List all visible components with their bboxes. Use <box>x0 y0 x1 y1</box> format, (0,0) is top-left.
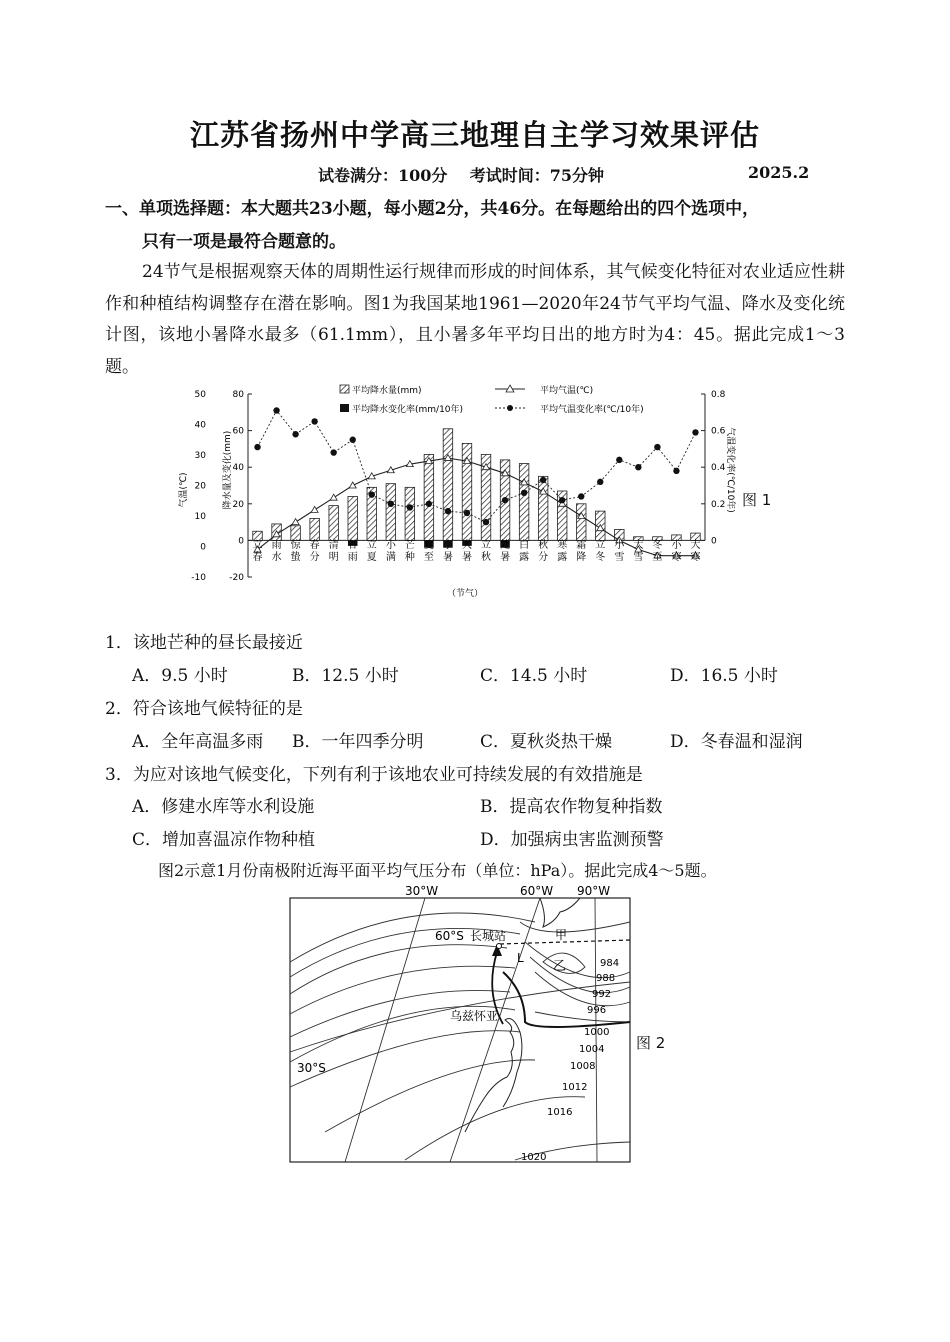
station-marker <box>497 944 502 949</box>
category-label-char: 雨 <box>347 552 358 563</box>
svg-text:984: 984 <box>600 958 620 969</box>
category-label-char: 惊 <box>290 540 301 551</box>
temp-tick-label: -10 <box>191 573 206 583</box>
rate-tick-label: 0.4 <box>711 463 726 474</box>
precip-bar <box>538 476 548 540</box>
temp-rate-point <box>273 407 279 413</box>
category-label-char: 至 <box>652 552 663 563</box>
temp-rate-point <box>426 501 432 507</box>
category-labels <box>253 538 701 563</box>
city-label: 乌兹怀亚 <box>450 1009 499 1023</box>
q3-option-a[interactable]: A．修建水库等水利设施 <box>132 797 315 817</box>
svg-text:992: 992 <box>592 989 612 1000</box>
precip-tick-label: 20 <box>232 499 244 510</box>
category-label-char: 暑 <box>442 552 453 563</box>
q1-option-a[interactable]: A．9.5 小时 <box>132 666 228 686</box>
svg-text:1012: 1012 <box>562 1082 588 1093</box>
precip-bar <box>443 429 453 541</box>
right-axis-title: 气温变化率(℃/10年) <box>725 427 735 513</box>
q3-option-c[interactable]: C．增加喜温凉作物种植 <box>132 830 316 850</box>
temp-tick-label: 0 <box>200 542 206 553</box>
temp-rate-point <box>692 429 698 435</box>
temp-rate-line <box>258 410 696 522</box>
category-label-char: 小 <box>442 540 453 551</box>
precip-tick-label: -20 <box>229 573 244 583</box>
category-label-char: 大 <box>690 540 701 551</box>
category-label-char: 秋 <box>538 540 549 551</box>
precip-bar <box>405 487 415 540</box>
category-label-char: 芒 <box>404 540 415 551</box>
category-label-char: 至 <box>423 552 434 563</box>
temp-series <box>254 455 699 559</box>
chart-legend <box>340 384 644 415</box>
rate-tick-label: 0.6 <box>711 426 726 437</box>
q1-option-b[interactable]: B．12.5 小时 <box>292 666 399 686</box>
temp-rate-point <box>445 508 451 514</box>
precip-bar <box>329 506 339 541</box>
category-label-char: 暑 <box>461 552 472 563</box>
temp-rate-point <box>407 504 413 510</box>
svg-text:1008: 1008 <box>570 1061 596 1072</box>
precip-bar <box>291 526 301 541</box>
svg-text:1000: 1000 <box>584 1027 610 1038</box>
rate-tick-label: 0 <box>711 536 717 547</box>
temp-point <box>311 506 318 512</box>
category-label-char: 立 <box>366 540 377 551</box>
station-label: 长城站 <box>470 929 507 943</box>
temp-rate-point <box>311 418 317 424</box>
category-label-char: 清 <box>328 540 339 551</box>
category-label-char: 寒 <box>557 540 568 551</box>
temp-rate-point <box>350 437 356 443</box>
precip-bar <box>576 504 586 541</box>
temp-rate-series <box>254 407 698 525</box>
exam-time: 考试时间：75分钟 <box>469 166 604 185</box>
category-label-char: 处 <box>500 540 511 551</box>
svg-text:1016: 1016 <box>547 1107 573 1118</box>
temp-rate-point <box>635 464 641 470</box>
svg-text:1004: 1004 <box>579 1044 605 1055</box>
temp-rate-point <box>254 444 260 450</box>
low-label: L <box>517 951 524 965</box>
full-score: 试卷满分：100分 <box>318 166 448 185</box>
temp-rate-point <box>330 449 336 455</box>
precip-tick-label: 60 <box>232 426 244 437</box>
inner-axis-title: 降水量及变化(mm) <box>223 430 233 510</box>
lon-30w: 30°W <box>405 884 439 898</box>
category-label-char: 分 <box>309 552 320 563</box>
rate-tick-label: 0.8 <box>711 390 726 400</box>
temp-rate-point <box>654 444 660 450</box>
precip-bar <box>424 454 434 540</box>
category-label-char: 蛰 <box>290 552 301 563</box>
exam-meta <box>318 163 810 186</box>
page-title: 江苏省扬州中学高三地理自主学习效果评估 <box>189 118 760 152</box>
temp-tick-label: 20 <box>194 481 206 492</box>
precip-bar <box>348 496 358 540</box>
category-label-char: 霜 <box>576 540 587 551</box>
temp-rate-point <box>540 477 546 483</box>
category-label-char: 露 <box>557 552 568 563</box>
section-line-2: 只有一项是最符合题意的。 <box>142 232 346 252</box>
lat-60s: 60°S <box>435 929 464 943</box>
temp-point <box>349 482 356 488</box>
category-label-char: 露 <box>519 552 530 563</box>
temp-rate-point <box>369 491 375 497</box>
legend-temp-rate: 平均气温变化率(℃/10年) <box>540 405 644 415</box>
category-label-char: 寒 <box>671 552 682 563</box>
temp-rate-point <box>673 468 679 474</box>
category-label-char: 满 <box>385 552 396 563</box>
category-label-char: 春 <box>252 552 263 563</box>
x-axis-title: （节气） <box>446 589 484 599</box>
category-label-char: 水 <box>271 552 282 563</box>
temp-tick-label: 40 <box>194 420 206 431</box>
temp-rate-point <box>292 431 298 437</box>
question-3: 3．为应对该地气候变化，下列有利于该地农业可持续发展的有效措施是 <box>105 765 643 785</box>
category-label-char: 小 <box>614 540 625 551</box>
temp-rate-point <box>559 497 565 503</box>
figure1-chart <box>170 380 735 602</box>
temp-rate-point <box>464 510 470 516</box>
precip-tick-label: 0 <box>238 536 244 547</box>
category-label-char: 秋 <box>481 552 492 563</box>
intro-paragraph-2: 图2示意1月份南极附近海平面平均气压分布（单位：hPa）。据此完成4～5题。 <box>158 861 717 880</box>
q3-option-b[interactable]: B．提高农作物复种指数 <box>480 797 663 817</box>
temp-rate-point <box>597 479 603 485</box>
q3-option-d[interactable]: D．加强病虫害监测预警 <box>480 830 664 850</box>
temp-rate-point <box>521 490 527 496</box>
category-label-char: 冬 <box>652 540 663 551</box>
category-label-char: 立 <box>481 540 492 551</box>
section-line-1: 一、单项选择题：本大题共23小题，每小题2分，共46分。在每题给出的四个选项中， <box>105 199 760 219</box>
rate-tick-label: 0.2 <box>711 499 726 510</box>
question-2: 2．符合该地气候特征的是 <box>105 699 303 719</box>
jia-label: 甲 <box>555 928 568 942</box>
category-label-char: 分 <box>538 552 549 563</box>
temp-tick-label: 30 <box>194 451 206 461</box>
yi-label: 乙 <box>553 959 567 974</box>
q1-option-d[interactable]: D．16.5 小时 <box>670 666 778 686</box>
category-label-char: 寒 <box>690 552 701 563</box>
temp-point <box>292 519 299 525</box>
temp-rate-point <box>616 457 622 463</box>
temp-rate-point <box>578 493 584 499</box>
category-label-char: 春 <box>309 540 320 551</box>
q2-option-c[interactable]: C．夏秋炎热干燥 <box>480 732 613 752</box>
category-label-char: 降 <box>576 552 587 563</box>
precip-bar <box>519 464 529 541</box>
category-label-char: 大 <box>461 540 472 551</box>
precip-bars <box>253 429 700 541</box>
legend-precip-rate-swatch <box>340 404 349 412</box>
precip-tick-label: 80 <box>232 390 244 400</box>
category-label-char: 立 <box>252 540 263 551</box>
svg-text:996: 996 <box>587 1005 607 1016</box>
temp-rate-point <box>388 501 394 507</box>
precip-bar <box>386 484 396 541</box>
category-label-char: 冬 <box>595 552 606 563</box>
category-label-char: 夏 <box>423 540 434 551</box>
figure1-caption: 图 1 <box>742 491 772 509</box>
category-label-char: 暑 <box>500 552 511 563</box>
legend-temp-rate-marker <box>507 405 513 411</box>
temp-tick-label: 50 <box>194 390 206 400</box>
legend-temp: 平均气温(℃) <box>540 386 594 396</box>
category-label-char: 夏 <box>366 552 377 563</box>
exam-date: 2025.2 <box>748 163 810 182</box>
temp-tick-label: 10 <box>194 512 206 522</box>
q2-option-d[interactable]: D．冬春温和湿润 <box>670 732 803 752</box>
intro-text-1: 24节气是根据观察天体的周期性运行规律而形成的时间体系，其气候变化特征对农业适应性耕作和种植结构调整存在潜在影响。图1为我国某地1961—2020年24节气平均气温、降水及变化统计图，该地小暑降水最多（61.1mm），且小暑多年平均日出的地方时为4：45。据此完成1～3题。 <box>105 262 845 377</box>
category-label-char: 明 <box>328 552 339 563</box>
figure2-caption: 图 2 <box>636 1034 666 1052</box>
category-label-char: 雨 <box>271 540 282 551</box>
temp-rate-point <box>483 519 489 525</box>
question-1: 1．该地芒种的昼长最接近 <box>105 633 303 653</box>
lon-labels <box>405 884 610 898</box>
temp-point <box>330 494 337 500</box>
category-label-char: 种 <box>404 552 415 563</box>
intro-paragraph-1 <box>105 257 845 383</box>
category-label-char: 小 <box>385 540 396 551</box>
temp-line <box>258 458 696 556</box>
category-label-char: 雪 <box>633 552 644 563</box>
left-axis-title: 气温(℃) <box>179 472 189 508</box>
category-label-char: 立 <box>595 540 606 551</box>
category-label-char: 谷 <box>347 540 358 551</box>
legend-precip-rate: 平均降水变化率(mm/10年) <box>352 405 464 415</box>
lat-30s: 30°S <box>297 1061 326 1075</box>
svg-text:1020: 1020 <box>521 1152 547 1163</box>
legend-precip-swatch <box>340 385 349 393</box>
lon-60w: 60°W <box>520 884 554 898</box>
section-heading <box>105 193 845 259</box>
precip-bar <box>310 518 320 540</box>
category-label-char: 雪 <box>614 552 625 563</box>
figure2-map <box>285 882 635 1164</box>
lon-90w: 90°W <box>577 884 611 898</box>
precip-tick-label: 40 <box>232 463 244 474</box>
q2-option-b[interactable]: B．一年四季分明 <box>292 732 424 752</box>
legend-precip: 平均降水量(mm) <box>352 386 422 396</box>
category-label-char: 小 <box>671 540 682 551</box>
category-label-char: 白 <box>519 540 530 551</box>
q1-option-c[interactable]: C．14.5 小时 <box>480 666 588 686</box>
svg-text:988: 988 <box>596 973 616 984</box>
temp-rate-point <box>502 497 508 503</box>
q2-option-a[interactable]: A．全年高温多雨 <box>132 732 264 752</box>
category-label-char: 大 <box>633 540 644 551</box>
